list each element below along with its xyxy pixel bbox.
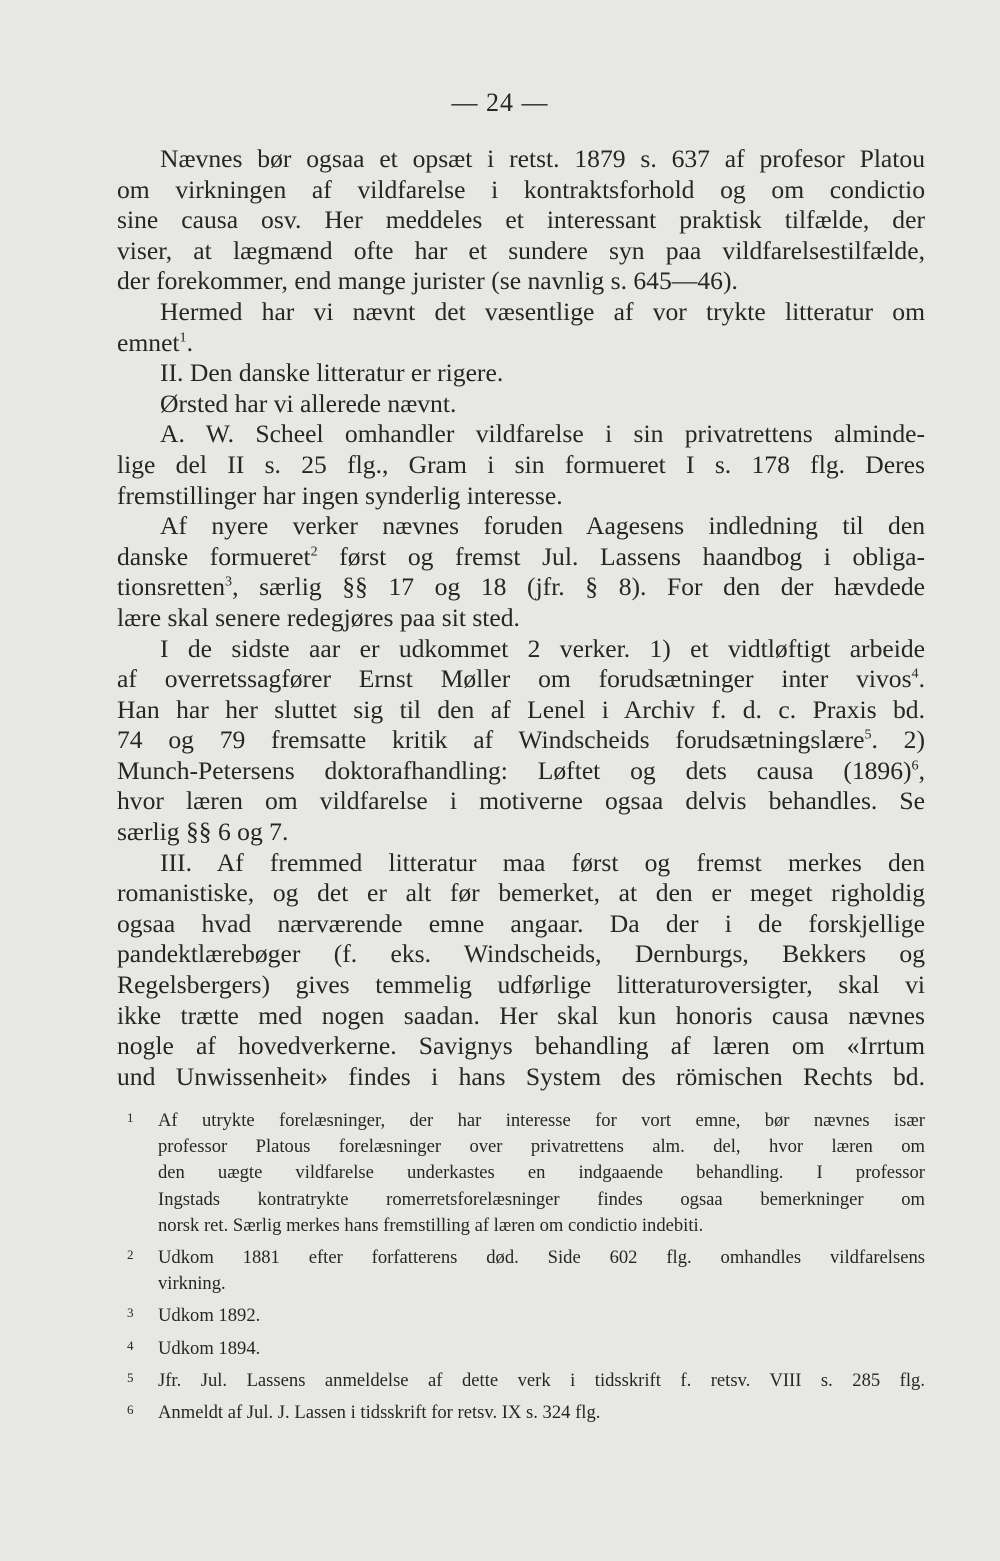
text-line: Regelsbergers) gives temmelig udførlige litteraturoversigter, skal vi [117,970,925,1000]
text-line: Af nyere verker nævnes foruden Aagesens indledning til den [160,511,925,541]
text-line: danske formueret$^2$ først og fremst Jul. Lassens haandbog i obliga- [117,541,925,571]
footnote-line: den uægte vildfarelse underkastes en indgaaende behandling. I professor [158,1162,925,1184]
text-line: A. W. Scheel omhandler vildfarelse i sin privatrettens alminde- [160,419,925,449]
text-line: hvor læren om vildfarelse i motiverne ogsaa delvis behandles. Se [117,786,925,816]
footnote-number: 6 [127,1401,134,1417]
footnote-line: 6 Anmeldt af Jul. J. Lassen i tidsskrift for retsv. IX s. 324 flg. [117,1400,925,1426]
text-line: Hermed har vi nævnt det væsentlige af vor trykte litteratur om [160,296,925,326]
text-line: fremstillinger har ingen synderlig interesse. [117,480,563,510]
body-text [117,144,925,1092]
footnote-reference: 3 [225,573,233,590]
footnote-reference: 4 [911,665,919,682]
text-line: II. Den danske litteratur er rigere. [160,358,504,388]
text-line: ikke trætte med nogen saadan. Her skal kun honoris causa nævnes [117,1000,925,1030]
footnote-line: 4 Udkom 1894. [117,1336,925,1362]
footnote-line: norsk ret. Særlig merkes hans fremstilling af læren om condictio indebiti. [158,1214,704,1236]
footnote [117,1303,925,1329]
footnote [117,1336,925,1362]
text-line: sine causa osv. Her meddeles et interessant praktisk tilfælde, der [117,205,925,235]
page-number: — 24 — [451,88,549,117]
footnote-line: virkning. [158,1273,226,1295]
text-line: Han har her sluttet sig til den af Lenel i Archiv f. d. c. Praxis bd. [117,694,925,724]
text-line: tionsretten$^3$, særlig §§ 17 og 18 (jfr. § 8). For den der hævdede [117,572,925,602]
footnote-reference: 2 [310,543,318,560]
footnote-number: 4 [127,1337,134,1353]
text-line: lige del II s. 25 flg., Gram i sin formueret I s. 178 flg. Deres [117,449,925,479]
text-line: I de sidste aar er udkommet 2 verker. 1) et vidtløftigt arbeide [160,633,925,663]
text-line: viser, at lægmænd ofte har et sundere syn paa vildfarelsestilfælde, [117,235,925,265]
footnote-line: 2 Udkom 1881 efter forfatterens død. Side 602 flg. omhandles vildfarelsens [117,1245,925,1271]
footnote [117,1108,925,1239]
footnote [117,1368,925,1394]
footnote-reference: 6 [911,757,919,774]
footnote-reference: 1 [179,329,187,346]
footnote-line: professor Platous forelæsninger over privatrettens alm. del, hvor læren om [158,1136,925,1158]
text-line: romanistiske, og det er alt før bemerket, at den er meget righoldig [117,878,925,908]
text-line: Ørsted har vi allerede nævnt. [160,388,457,418]
footnote-line: 5 Jfr. Jul. Lassens anmeldelse af dette verk i tidsskrift f. retsv. VIII s. 285 flg. [117,1368,925,1394]
text-line: Nævnes bør ogsaa et opsæt i retst. 1879 s. 637 af profesor Platou [160,144,925,173]
footnote-number: 1 [127,1110,134,1125]
text-line: nogle af hovedverkerne. Savignys behandling af læren om «Irrtum [117,1031,925,1061]
footnote-reference: 5 [864,726,872,743]
footnote-line: Ingstads kontratrykte romerretsforelæsninger findes ogsaa bemerkninger om [158,1188,925,1210]
text-line: der forekommer, end mange jurister (se navnlig s. 645—46). [117,266,738,296]
text-line: und Unwissenheit» findes i hans System des römischen Rechts bd. [117,1061,925,1091]
footnotes [117,1108,925,1426]
text-line: af overretssagfører Ernst Møller om forudsætninger inter vivos$^4$. [117,664,925,694]
footnote [117,1245,925,1297]
text-line: pandektlærebøger (f. eks. Windscheids, Dernburgs, Bekkers og [117,939,925,969]
footnote [117,1400,925,1426]
text-line: 74 og 79 fremsatte kritik af Windscheids forudsætningslære$^5$. 2) [117,725,925,755]
text-line: om virkningen af vildfarelse i kontraktsforhold og om condictio [117,174,925,204]
text-line: lære skal senere redegjøres paa sit sted. [117,602,520,632]
footnote-number: 2 [127,1246,134,1262]
footnote-line: 1 Af utrykte forelæsninger, der har interesse for vort emne, bør nævnes især [117,1108,925,1134]
text-line: Munch-Petersens doktorafhandling: Løftet og dets causa $(1896)^6$, [117,755,925,785]
footnote-number: 3 [127,1305,134,1321]
footnote-line: 3 Udkom 1892. [117,1303,925,1329]
text-line: III. Af fremmed litteratur maa først og fremst merkes den [160,847,925,877]
footnote-number: 5 [127,1369,134,1385]
text-line: særlig §§ 6 og 7. [117,817,289,847]
text-line: ogsaa hvad nærværende emne angaar. Da der i de forskjellige [117,908,925,938]
text-line: emnet$^1$. [117,327,193,357]
